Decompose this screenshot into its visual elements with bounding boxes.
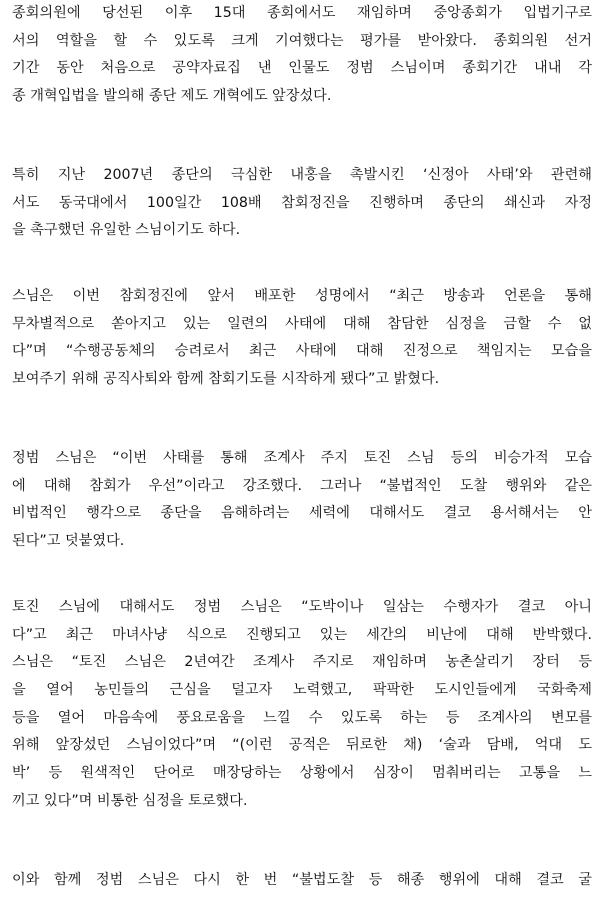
text-line: 특히 지난 2007년 종단의 극심한 내홍을 촉발시킨 ‘신정아 사태’와 관련해 [12,167,592,183]
paragraph-3 [12,283,592,394]
text-line: 박’ 등 원색적인 단어로 매장당하는 상황에서 심장이 멈춰버리는 고통을 느 [12,765,592,782]
text-line: 보여주기 위해 공직사퇴와 함께 참회기도를 시작하게 됐다”고 밝혔다. [12,371,440,388]
text-line: 종 개혁입법을 발의해 종단 제도 개혁에도 앞장섰다. [12,88,332,105]
text-line: 정범 스님은 “이번 사태를 통해 조계사 주지 토진 스님 등의 비승가적 모습 [12,450,592,466]
text-line: 기간 동안 처음으로 공약자료집 낸 인물도 정범 스님이며 종회기간 내내 각 [12,60,592,77]
text-line: 등을 열어 마음속에 풍요로움을 느낄 수 있도록 하는 등 조계사의 변모를 [12,709,592,726]
text-line: 이와 함께 정범 스님은 다시 한 번 “불법도찰 등 해종 행위에 대해 결코 굴 [12,872,592,888]
paragraph-6 [12,867,592,895]
text-line: 무차별적으로 쏟아지고 있는 일련의 사태에 대해 참담한 심정을 금할 수 없 [12,315,592,332]
text-line: 된다”고 덧붙였다. [12,533,125,550]
paragraph-5 [12,594,592,816]
text-line: 위해 앞장섰던 스님이었다”며 “(이런 공적은 뒤로한 채) ‘술과 담배, 억대 도 [12,737,592,754]
text-line: 에 대해 참회가 우선”이라고 강조했다. 그러나 “불법적인 도찰 행위와 같은 [12,477,592,494]
text-line: 종회의원에 당선된 이후 15대 종회에서도 재임하며 중앙종회가 입법기구로 [12,5,592,21]
text-line: 스님은 이번 참회정진에 앞서 배포한 성명에서 “최근 방송과 언론을 통해 [12,288,592,304]
text-line: 다”고 최근 마녀사냥 식으로 진행되고 있는 세간의 비난에 대해 반박했다. [12,626,592,643]
paragraph-1 [12,0,592,111]
text-line: 다”며 “수행공동체의 승려로서 최근 사태에 대해 진정으로 책임지는 모습을 [12,343,592,360]
paragraph-2 [12,162,592,245]
text-line: 스님은 “토진 스님은 2년여간 조계사 주지로 재임하며 농촌살리기 장터 등 [12,654,592,671]
paragraph-4 [12,445,592,556]
text-line: 토진 스님에 대해서도 정범 스님은 “도박이나 일삼는 수행자가 결코 아니 [12,599,592,615]
text-line: 비법적인 행각으로 종단을 음해하려는 세력에 대해서도 결코 용서해서는 안 [12,505,592,522]
text-line: 서도 동국대에서 100일간 108배 참회정진을 진행하며 종단의 쇄신과 자정 [12,194,592,211]
text-line: 을 열어 농민들의 근심을 덜고자 노력했고, 팍팍한 도시인들에게 국화축제 [12,682,592,699]
text-line: 을 촉구했던 유일한 스님이기도 하다. [12,222,241,239]
text-line: 서의 역할을 할 수 있도록 크게 기여했다는 평가를 받아왔다. 종회의원 선거 [12,32,592,49]
text-line: 끼고 있다”며 비통한 심정을 토로했다. [12,792,248,809]
